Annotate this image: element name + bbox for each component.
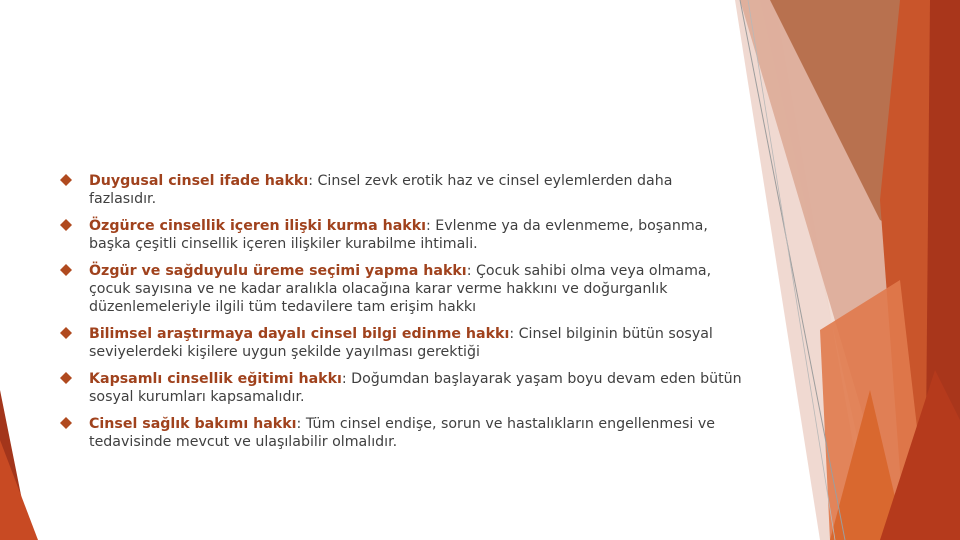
right-term: Özgürce cinsellik içeren ilişki kurma hakkı [89, 218, 427, 234]
right-description: : Doğumdan başlayarak yaşam boyu devam eden bütün sosyal kurumları kapsamalıdır. [89, 371, 742, 405]
diamond-bullet-icon [60, 264, 72, 276]
diamond-bullet-icon [60, 174, 72, 186]
list-item [62, 415, 742, 451]
diamond-bullet-icon [60, 327, 72, 339]
right-description: : Cinsel zevk erotik haz ve cinsel eylemlerden daha fazlasıdır. [89, 173, 673, 207]
right-description: : Evlenme ya da evlenmeme, boşanma, başka çeşitli cinsellik içeren ilişkiler kurabilme ihtimali. [89, 218, 708, 252]
right-term: Bilimsel araştırmaya dayalı cinsel bilgi edinme hakkı [89, 326, 510, 342]
diamond-bullet-icon [60, 219, 72, 231]
diamond-bullet-icon [60, 417, 72, 429]
corner-orange [0, 440, 38, 540]
diamond-bullet-icon [60, 372, 72, 384]
right-term: Cinsel sağlık bakımı hakkı [89, 416, 297, 432]
list-item [62, 262, 742, 316]
bullet-list [62, 172, 742, 460]
right-description: : Cinsel bilginin bütün sosyal seviyelerdeki kişilere uygun şekilde yayılması gerektiği [89, 326, 713, 360]
right-term: Özgür ve sağduyulu üreme seçimi yapma hakkı [89, 263, 467, 279]
right-term: Duygusal cinsel ifade hakkı [89, 173, 309, 189]
list-item [62, 370, 742, 406]
right-term: Kapsamlı cinsellik eğitimi hakkı [89, 371, 342, 387]
right-description: : Tüm cinsel endişe, sorun ve hastalıkların engellenmesi ve tedavisinde mevcut ve ulaşılabilir olmalıdır. [89, 416, 715, 450]
list-item [62, 172, 742, 208]
list-item [62, 325, 742, 361]
list-item [62, 217, 742, 253]
right-description: : Çocuk sahibi olma veya olmama, çocuk sayısına ve ne kadar aralıkla olacağına karar verme hakkını ve doğurganlık düzenlemeleriyle ilgili tüm tedavilere tam erişim hakkı [89, 263, 712, 315]
